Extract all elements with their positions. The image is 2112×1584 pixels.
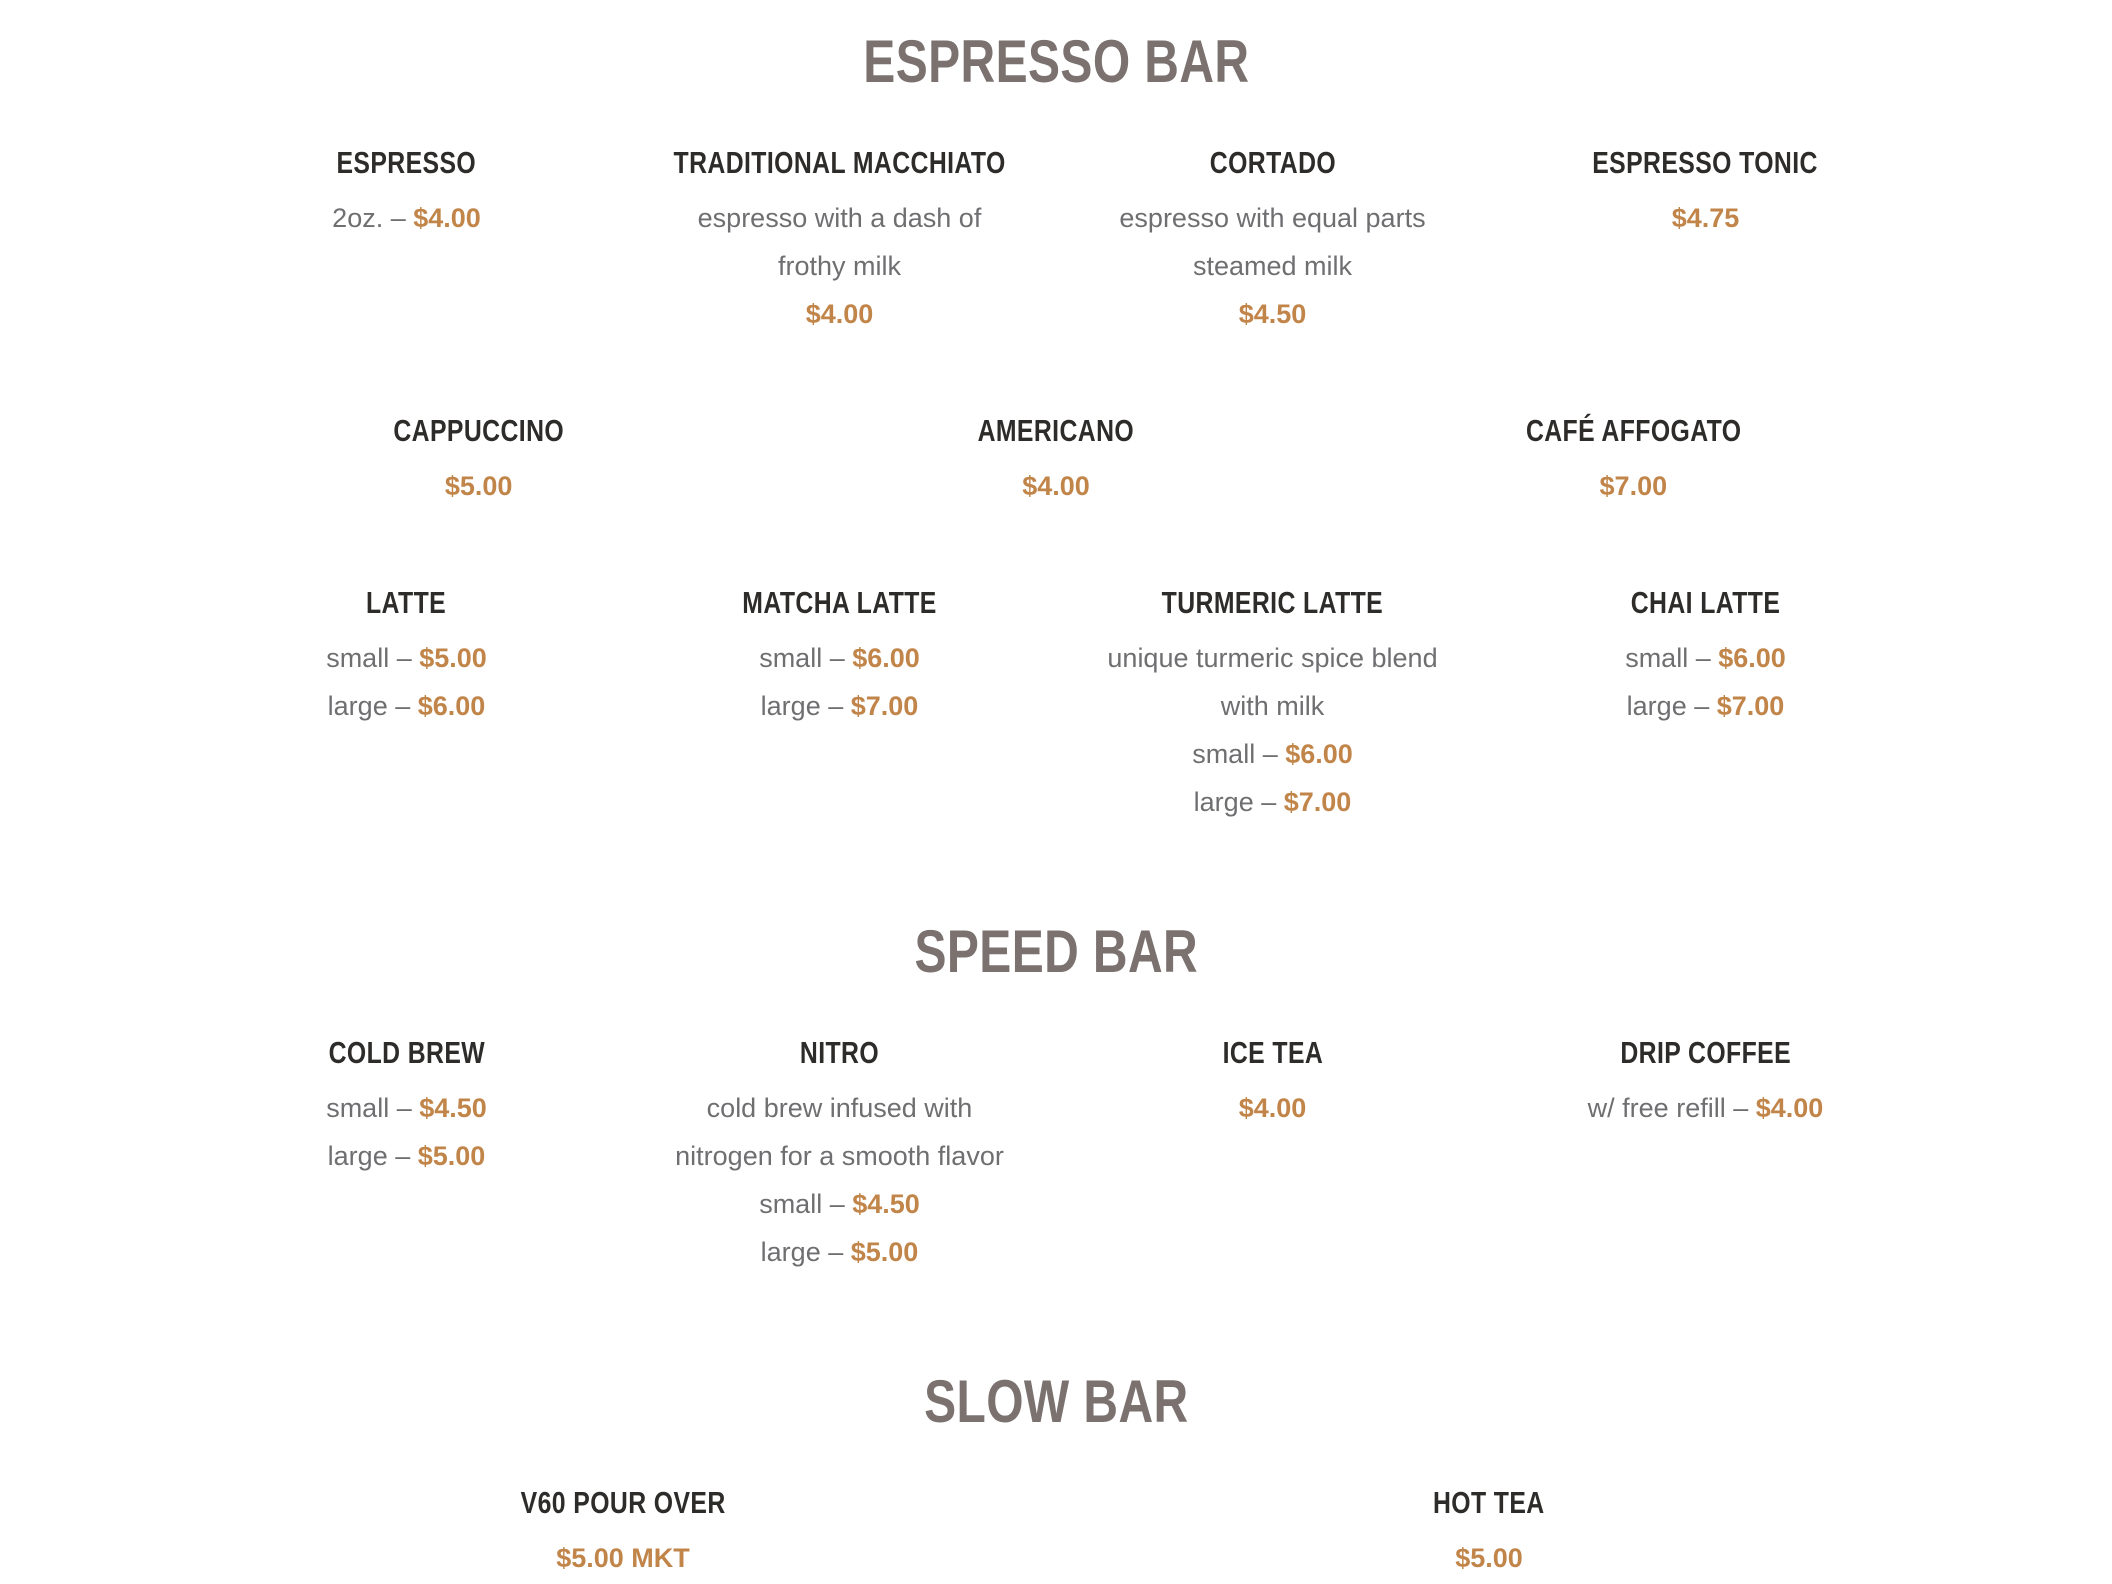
size-label: large – [1626,691,1710,721]
menu-row [190,1034,1922,1276]
price: $6.00 [1285,739,1353,769]
item-name [1489,144,1922,182]
item-name [1489,1034,1922,1072]
item-description-line: nitrogen for a smooth flavor [675,1141,1004,1171]
menu-item-espresso-tonic [1489,144,1922,242]
size-label: w/ free refill – [1587,1093,1749,1123]
item-price-line [190,462,767,510]
item-name [190,1034,623,1072]
item-name [190,144,623,182]
item-name-text: TURMERIC LATTE [1161,585,1384,620]
menu-item-espresso [190,144,623,242]
price: $7.00 [1599,471,1668,501]
menu-item-nitro [623,1034,1056,1276]
size-label: large – [760,691,844,721]
item-price-line [190,1534,1056,1582]
menu-item-v60-pour-over [190,1484,1056,1582]
item-description-line: espresso with a dash of [697,203,982,233]
section-title [190,1360,1922,1444]
item-name-text: V60 POUR OVER [520,1485,726,1520]
section-espresso-bar [190,20,1922,826]
price: $5.00 [444,471,513,501]
menu-item-turmeric-latte [1056,584,1489,826]
menu-item-americano [767,412,1344,510]
item-name [190,584,623,622]
item-price-line [623,290,1056,338]
coffee-menu [190,0,1922,1582]
item-name-text: CAFÉ AFFOGATO [1525,413,1742,448]
item-name-text: NITRO [799,1035,880,1070]
price: $4.00 [413,203,481,233]
item-price-line [1345,462,1922,510]
menu-row [190,412,1922,510]
size-label: small – [759,1189,845,1219]
item-price-line [1056,290,1489,338]
item-price-line [190,194,623,242]
item-price-line [1489,1084,1922,1132]
menu-row [190,144,1922,338]
menu-row [190,584,1922,826]
item-name-text: LATTE [366,585,447,620]
menu-item-cappuccino [190,412,767,510]
price: $4.50 [1238,299,1307,329]
price: $5.00 [417,1141,486,1171]
size-label: 2oz. – [332,203,406,233]
item-name [623,1034,1056,1072]
size-label: small – [1625,643,1711,673]
item-name-text: ICE TEA [1222,1035,1323,1070]
price: $4.00 [805,299,874,329]
item-name [1056,1484,1922,1522]
section-slow-bar [190,1360,1922,1582]
price: $6.00 [852,643,920,673]
item-name-text: MATCHA LATTE [742,585,937,620]
price: $5.00 [850,1237,919,1267]
size-label: large – [1193,787,1277,817]
item-description-line: steamed milk [1192,251,1353,281]
price: $4.00 [1755,1093,1824,1123]
item-price-line [623,1228,1056,1276]
price: $4.75 [1671,203,1740,233]
item-description-line: cold brew infused with [706,1093,973,1123]
item-price-line [1489,634,1922,682]
menu-item-hot-tea [1056,1484,1922,1582]
section-speed-bar [190,910,1922,1276]
price: $4.00 [1022,471,1090,501]
menu-item-cold-brew [190,1034,623,1180]
price: $4.50 [852,1189,920,1219]
section-title [190,910,1922,994]
menu-item-chai-latte [1489,584,1922,730]
size-label: large – [760,1237,844,1267]
size-label: small – [326,1093,412,1123]
section-title-text: SPEED BAR [914,918,1198,985]
menu-item-cafe-affogato [1345,412,1922,510]
item-name [1056,1034,1489,1072]
item-description-line: espresso with equal parts [1119,203,1426,233]
menu-item-latte [190,584,623,730]
price: $7.00 [1716,691,1785,721]
item-name-text: CORTADO [1209,145,1336,180]
item-price-line [623,1180,1056,1228]
item-description-line: unique turmeric spice blend [1107,643,1438,673]
size-label: small – [759,643,845,673]
size-label: small – [326,643,412,673]
item-price-line [623,634,1056,682]
section-title [190,20,1922,104]
item-name [1345,412,1922,450]
menu-item-drip-coffee [1489,1034,1922,1132]
price: $6.00 [417,691,486,721]
item-name-text: TRADITIONAL MACCHIATO [673,145,1006,180]
price: $4.00 [1238,1093,1307,1123]
price: $7.00 [1283,787,1352,817]
item-name [190,412,767,450]
size-label: small – [1192,739,1278,769]
section-title-text: SLOW BAR [923,1368,1189,1435]
menu-row [190,1484,1922,1582]
price: $6.00 [1718,643,1786,673]
item-name-text: ESPRESSO [336,145,477,180]
item-name [190,1484,1056,1522]
menu-item-ice-tea [1056,1034,1489,1132]
price: $5.00 MKT [556,1543,690,1573]
item-name-text: COLD BREW [328,1035,485,1070]
item-price-line [190,634,623,682]
item-name [767,412,1344,450]
price: $5.00 [419,643,487,673]
item-name-text: AMERICANO [977,413,1135,448]
item-price-line [1489,194,1922,242]
item-name-text: ESPRESSO TONIC [1592,145,1819,180]
item-name-text: DRIP COFFEE [1620,1035,1791,1070]
item-price-line [190,682,623,730]
item-price-line [767,462,1344,510]
price: $4.50 [419,1093,487,1123]
price: $5.00 [1455,1543,1523,1573]
menu-item-cortado [1056,144,1489,338]
item-name [623,584,1056,622]
item-name [1489,584,1922,622]
item-price-line [1056,1084,1489,1132]
item-price-line [623,682,1056,730]
item-price-line [190,1084,623,1132]
item-name [1056,584,1489,622]
item-name-text: CHAI LATTE [1630,585,1781,620]
item-name [623,144,1056,182]
size-label: large – [327,691,411,721]
item-price-line [1489,682,1922,730]
size-label: large – [327,1141,411,1171]
menu-item-traditional-macchiato [623,144,1056,338]
item-description-line: frothy milk [777,251,902,281]
menu-item-matcha-latte [623,584,1056,730]
price: $7.00 [850,691,919,721]
item-price-line [1056,1534,1922,1582]
item-price-line [1056,778,1489,826]
item-price-line [1056,730,1489,778]
item-name-text: HOT TEA [1433,1485,1545,1520]
item-name [1056,144,1489,182]
item-name-text: CAPPUCCINO [393,413,565,448]
item-description-line: with milk [1220,691,1325,721]
section-title-text: ESPRESSO BAR [862,28,1250,95]
item-price-line [190,1132,623,1180]
